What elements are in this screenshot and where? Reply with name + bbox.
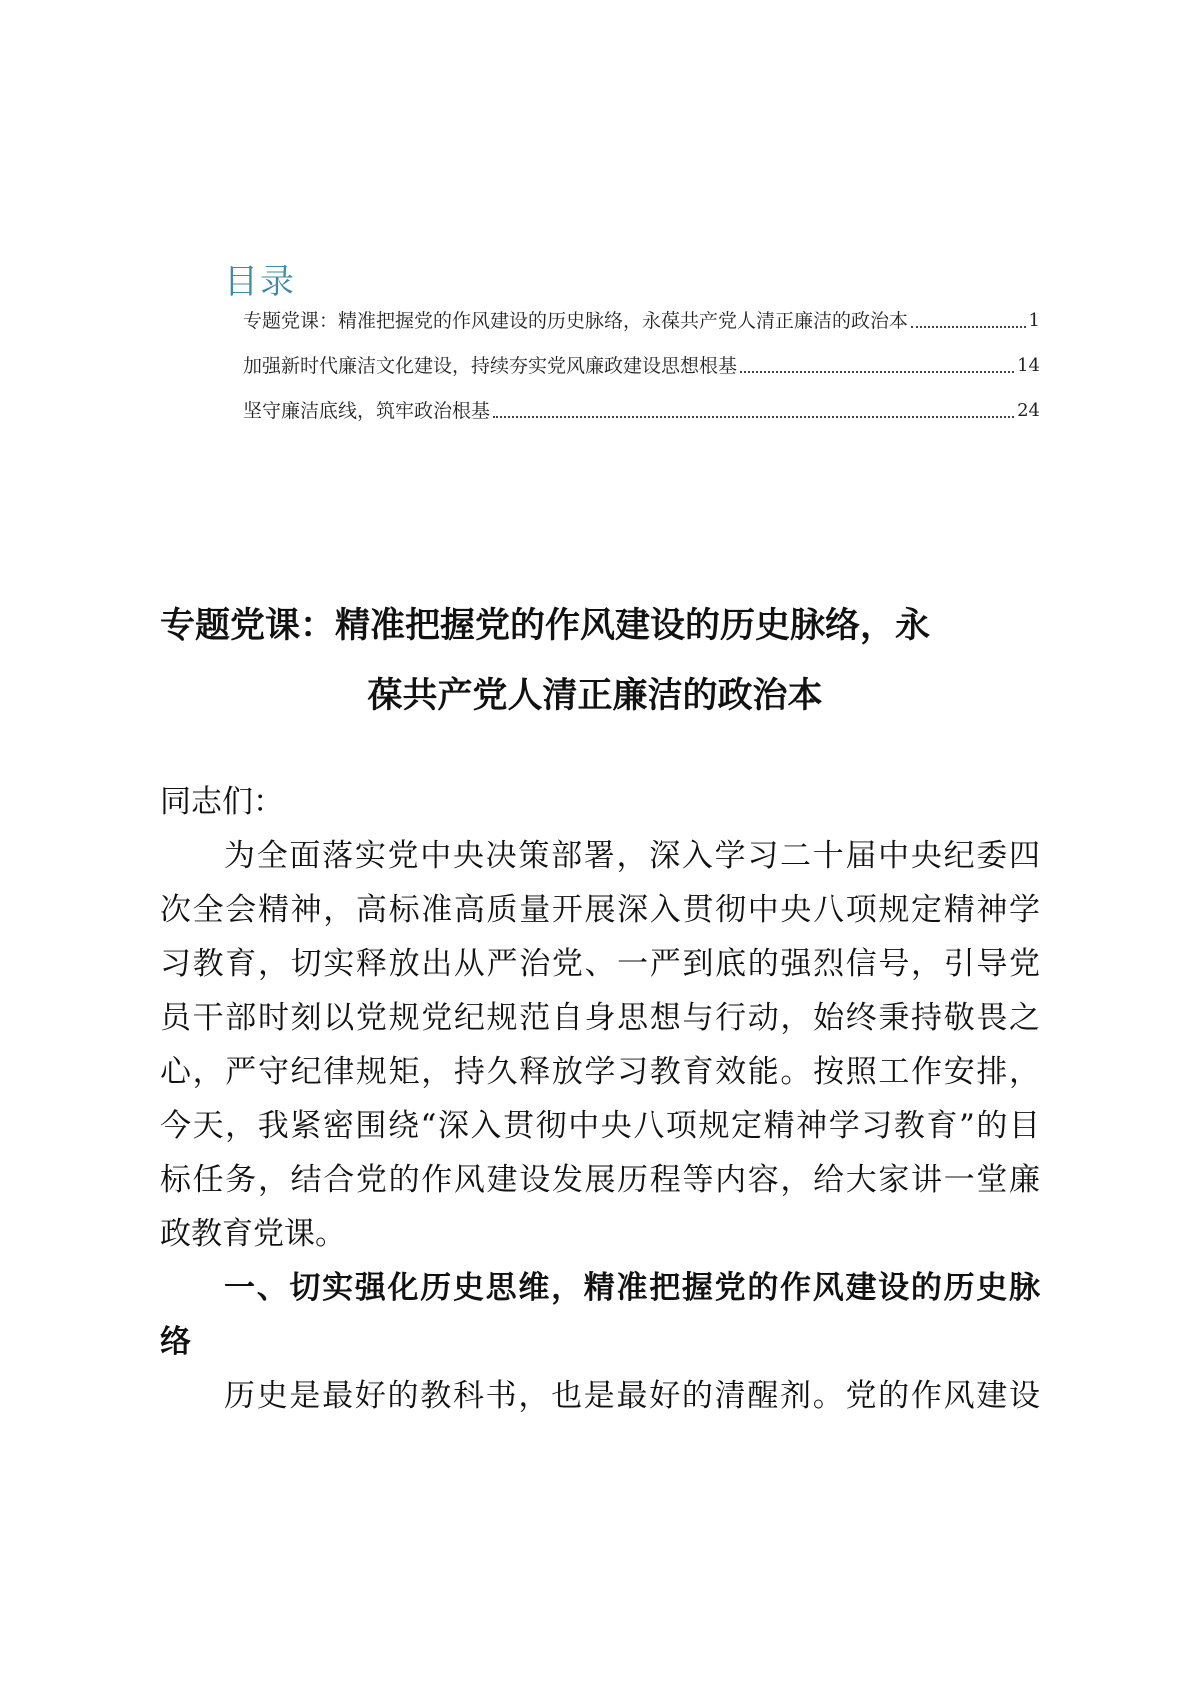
toc-entry-title: 加强新时代廉洁文化建设，持续夯实党风廉政建设思想根基 — [243, 355, 738, 377]
toc-entry[interactable] — [243, 349, 1040, 379]
paragraph-line: 次全会精神，高标准高质量开展深入贯彻中央八项规定精神学 — [160, 892, 1040, 928]
toc-entry-title: 专题党课：精准把握党的作风建设的历史脉络，永葆共产党人清正廉洁的政治本 — [243, 310, 909, 332]
paragraph-line: 今天，我紧密围绕“深入贯彻中央八项规定精神学习教育”的目 — [160, 1108, 1040, 1144]
toc-leader-dots — [740, 371, 1014, 373]
toc-leader-dots — [911, 326, 1026, 328]
toc-entry-page: 1 — [1028, 310, 1040, 331]
toc-entry[interactable] — [243, 394, 1040, 424]
paragraph-line: 心，严守纪律规矩，持久释放学习教育效能。按照工作安排， — [160, 1054, 1040, 1090]
section-heading-line: 一、切实强化历史思维，精准把握党的作风建设的历史脉 — [224, 1270, 1040, 1306]
article-title-line: 专题党课：精准把握党的作风建设的历史脉络，永 — [160, 606, 931, 646]
paragraph-line: 历史是最好的教科书，也是最好的清醒剂。党的作风建设 — [224, 1378, 1040, 1414]
salutation: 同志们： — [160, 784, 284, 820]
paragraph-line: 员干部时刻以党规党纪规范自身思想与行动，始终秉持敬畏之 — [160, 1000, 1040, 1036]
paragraph-line: 政教育党课。 — [160, 1216, 346, 1252]
toc-leader-dots — [493, 416, 1014, 418]
section-heading-line: 络 — [160, 1324, 191, 1360]
toc-heading: 目录 — [224, 262, 296, 302]
article-title-line: 葆共产党人清正廉洁的政治本 — [367, 676, 823, 716]
toc-entry[interactable] — [243, 304, 1040, 334]
toc-entry-title: 坚守廉洁底线，筑牢政治根基 — [243, 400, 491, 422]
toc-entry-page: 14 — [1017, 355, 1040, 376]
paragraph-line: 标任务，结合党的作风建设发展历程等内容，给大家讲一堂廉 — [160, 1162, 1040, 1198]
paragraph-line: 为全面落实党中央决策部署，深入学习二十届中央纪委四 — [224, 838, 1040, 874]
toc-entry-page: 24 — [1017, 400, 1040, 421]
paragraph-line: 习教育，切实释放出从严治党、一严到底的强烈信号，引导党 — [160, 946, 1040, 982]
